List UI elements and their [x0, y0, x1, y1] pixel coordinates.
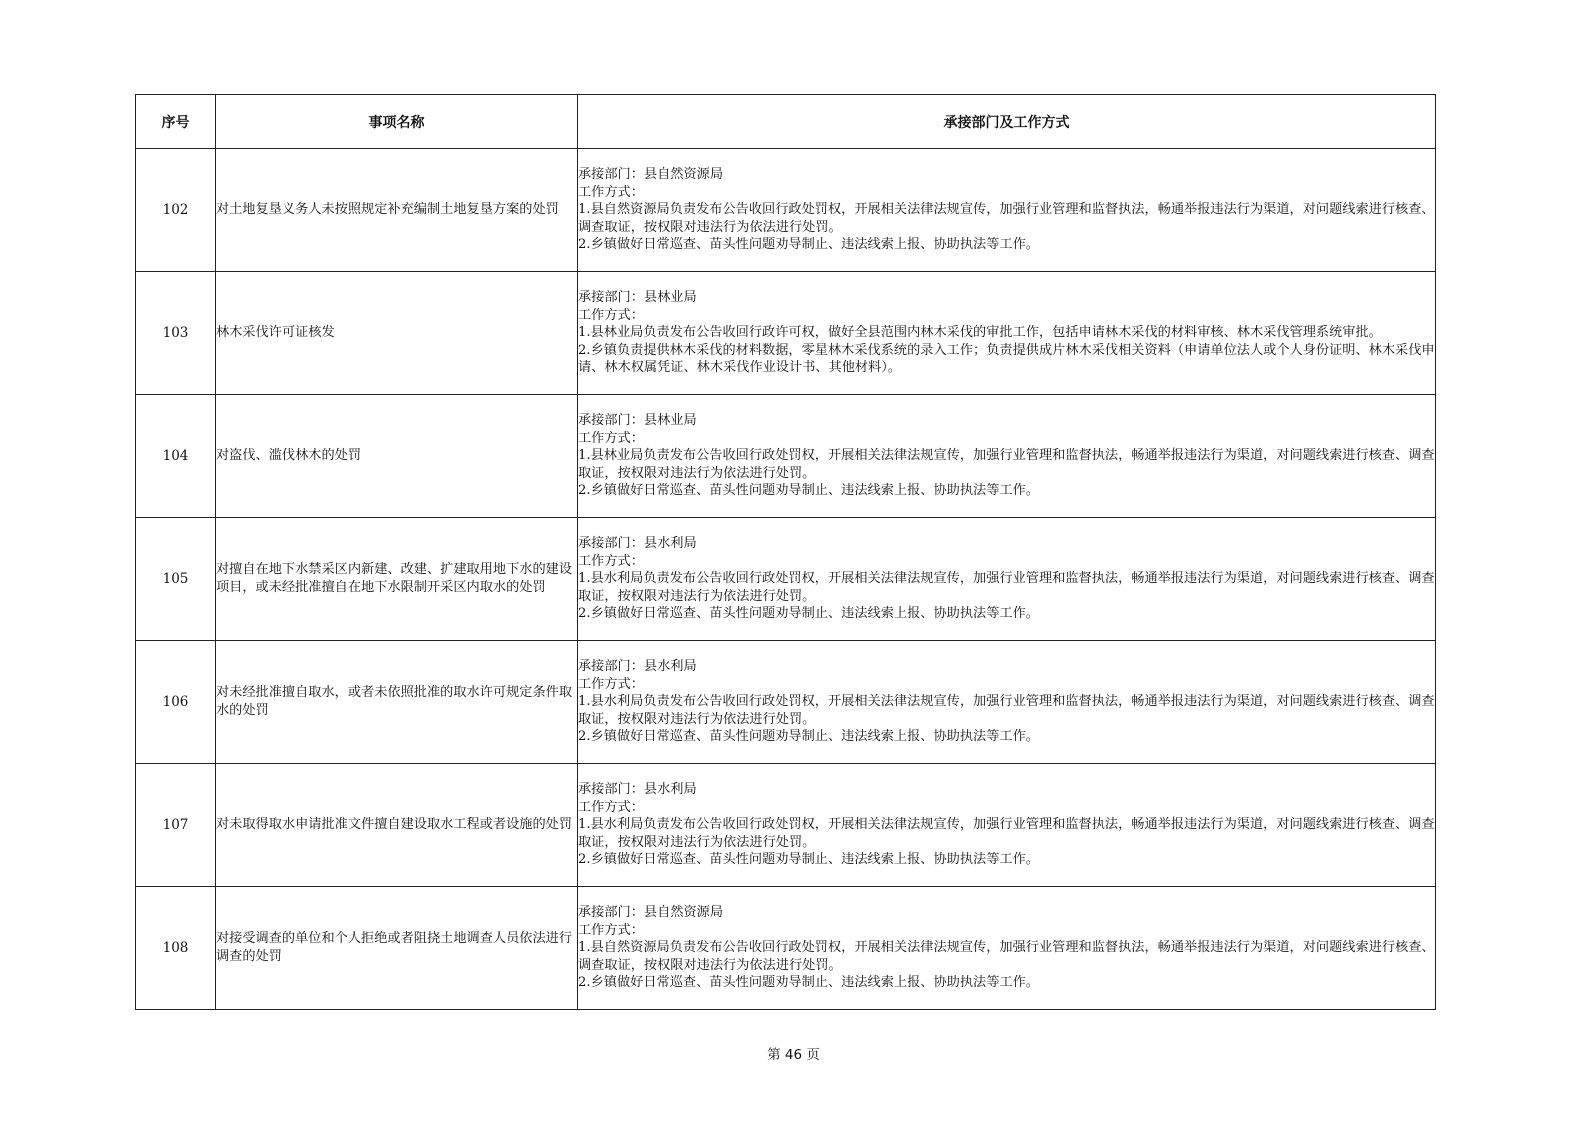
table-row — [136, 764, 1436, 887]
row-detail — [578, 272, 1436, 395]
row-item-name: 对未经批准擅自取水，或者未依照批准的取水许可规定条件取水的处罚 — [216, 641, 578, 764]
table-header-row — [136, 95, 1436, 149]
method-title: 工作方式： — [578, 307, 644, 323]
table-row — [136, 272, 1436, 395]
row-detail — [578, 887, 1436, 1010]
method-item-1: 1.县林业局负责发布公告收回行政许可权，做好全县范围内林木采伐的审批工作，包括申请林木采伐的材料审核、林木采伐管理系统审批。 — [578, 325, 1382, 341]
row-item-name: 林木采伐许可证核发 — [216, 272, 578, 395]
method-item-2: 2.乡镇负责提供林木采伐的材料数据，零星林木采伐系统的录入工作；负责提供成片林木采伐相关资料（申请单位法人或个人身份证明、林木采伐申请、林木权属凭证、林木采伐作业设计书、其他材料）。 — [578, 342, 1435, 376]
row-seq: 106 — [136, 641, 216, 764]
dept-line: 承接部门：县自然资源局 — [578, 905, 724, 921]
method-item-1: 1.县自然资源局负责发布公告收回行政处罚权，开展相关法律法规宣传，加强行业管理和监督执法，畅通举报违法行为渠道，对问题线索进行核查、调查取证，按权限对违法行为依法进行处罚。 — [578, 940, 1435, 973]
method-item-2: 2.乡镇做好日常巡查、苗头性问题劝导制止、违法线索上报、协助执法等工作。 — [578, 483, 1039, 499]
method-item-1: 1.县水利局负责发布公告收回行政处罚权，开展相关法律法规宣传，加强行业管理和监督执法，畅通举报违法行为渠道，对问题线索进行核查、调查取证，按权限对违法行为依法进行处罚。 — [578, 571, 1435, 604]
table-row — [136, 887, 1436, 1010]
method-title: 工作方式： — [578, 430, 644, 446]
table-row — [136, 395, 1436, 518]
method-item-2: 2.乡镇做好日常巡查、苗头性问题劝导制止、违法线索上报、协助执法等工作。 — [578, 237, 1039, 253]
row-seq: 104 — [136, 395, 216, 518]
method-item-1: 1.县自然资源局负责发布公告收回行政处罚权，开展相关法律法规宣传，加强行业管理和监督执法，畅通举报违法行为渠道，对问题线索进行核查、调查取证，按权限对违法行为依法进行处罚。 — [578, 202, 1435, 235]
row-detail — [578, 518, 1436, 641]
row-seq: 103 — [136, 272, 216, 395]
row-item-name: 对未取得取水申请批准文件擅自建设取水工程或者设施的处罚 — [216, 764, 578, 887]
method-item-2: 2.乡镇做好日常巡查、苗头性问题劝导制止、违法线索上报、协助执法等工作。 — [578, 729, 1039, 745]
row-seq: 108 — [136, 887, 216, 1010]
method-title: 工作方式： — [578, 922, 644, 938]
row-item-name: 对盗伐、滥伐林木的处罚 — [216, 395, 578, 518]
page-number: 第 46 页 — [767, 1047, 820, 1063]
method-title: 工作方式： — [578, 676, 644, 692]
dept-line: 承接部门：县林业局 — [578, 290, 697, 306]
method-item-2: 2.乡镇做好日常巡查、苗头性问题劝导制止、违法线索上报、协助执法等工作。 — [578, 606, 1039, 622]
dept-line: 承接部门：县自然资源局 — [578, 167, 724, 183]
method-title: 工作方式： — [578, 553, 644, 569]
dept-line: 承接部门：县水利局 — [578, 659, 697, 675]
header-dept-method: 承接部门及工作方式 — [578, 95, 1436, 149]
table-row — [136, 149, 1436, 272]
row-item-name: 对土地复垦义务人未按照规定补充编制土地复垦方案的处罚 — [216, 149, 578, 272]
method-item-2: 2.乡镇做好日常巡查、苗头性问题劝导制止、违法线索上报、协助执法等工作。 — [578, 975, 1039, 991]
method-item-1: 1.县林业局负责发布公告收回行政处罚权，开展相关法律法规宣传，加强行业管理和监督执法，畅通举报违法行为渠道，对问题线索进行核查、调查取证，按权限对违法行为依法进行处罚。 — [578, 448, 1435, 481]
header-item-name: 事项名称 — [216, 95, 578, 149]
row-detail — [578, 641, 1436, 764]
method-title: 工作方式： — [578, 799, 644, 815]
row-detail — [578, 149, 1436, 272]
method-item-1: 1.县水利局负责发布公告收回行政处罚权，开展相关法律法规宣传，加强行业管理和监督执法，畅通举报违法行为渠道，对问题线索进行核查、调查取证，按权限对违法行为依法进行处罚。 — [578, 817, 1435, 850]
table-row — [136, 641, 1436, 764]
method-item-1: 1.县水利局负责发布公告收回行政处罚权，开展相关法律法规宣传，加强行业管理和监督执法，畅通举报违法行为渠道，对问题线索进行核查、调查取证，按权限对违法行为依法进行处罚。 — [578, 694, 1435, 727]
matters-table — [135, 94, 1436, 1010]
method-title: 工作方式： — [578, 184, 644, 200]
row-seq: 105 — [136, 518, 216, 641]
dept-line: 承接部门：县水利局 — [578, 536, 697, 552]
row-item-name: 对擅自在地下水禁采区内新建、改建、扩建取用地下水的建设项目，或未经批准擅自在地下水限制开采区内取水的处罚 — [216, 518, 578, 641]
dept-line: 承接部门：县林业局 — [578, 413, 697, 429]
row-item-name: 对接受调查的单位和个人拒绝或者阻挠土地调查人员依法进行调查的处罚 — [216, 887, 578, 1010]
row-detail — [578, 395, 1436, 518]
method-item-2: 2.乡镇做好日常巡查、苗头性问题劝导制止、违法线索上报、协助执法等工作。 — [578, 852, 1039, 868]
header-seq: 序号 — [136, 95, 216, 149]
row-seq: 102 — [136, 149, 216, 272]
table-row — [136, 518, 1436, 641]
row-detail — [578, 764, 1436, 887]
row-seq: 107 — [136, 764, 216, 887]
dept-line: 承接部门：县水利局 — [578, 782, 697, 798]
